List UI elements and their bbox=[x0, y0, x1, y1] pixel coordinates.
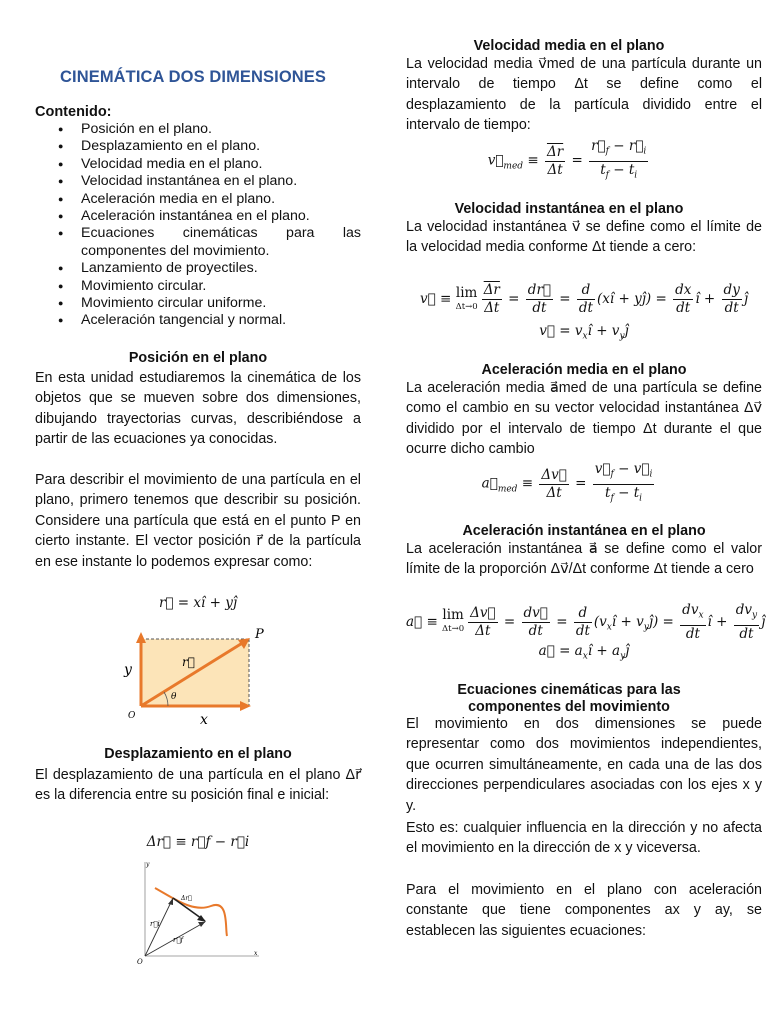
average-velocity-equation: $v⃗_{med}$ ≡ $\frac{\overline{\Delta r}}{\Delta t}$ = $\frac{r⃗_f - r⃗_i}{t_f - t_i}$ bbox=[487, 138, 647, 181]
contents-item: ● Lanzamiento de proyectiles. bbox=[35, 260, 361, 277]
contents-item: ● Aceleración tangencial y normal. bbox=[35, 312, 361, 329]
figure-label-y: y bbox=[124, 662, 132, 678]
instantaneous-acceleration-equation: a⃗ ≡ lim Δt→0 $\frac{\Delta v⃗}{\Delta t}$ = $\frac{dv⃗}{dt}$ = $\frac{d}{dt}$ ($v_xî$ + $v_yĵ$) = $\frac{dv_x}{dt}$ î + $\frac{dv_y}{dt}$ ĵ bbox=[406, 602, 766, 642]
vel-media-paragraph: La velocidad media v⃗med de una partícula durante un intervalo de tiempo Δt se define como el desplazamiento de la partícula dividido entre el intervalo de tiempo: bbox=[406, 56, 762, 134]
desplazamiento-paragraph-1: El desplazamiento de una partícula en el plano Δr⃗ es la diferencia entre su posición final e inicial: bbox=[35, 767, 361, 804]
section-heading-posicion: Posición en el plano bbox=[128, 350, 268, 366]
contents-list bbox=[35, 121, 361, 330]
document-title: CINEMÁTICA DOS DIMENSIONES bbox=[60, 68, 327, 86]
figure-label-r: r⃗ bbox=[182, 655, 195, 669]
contents-item: ● Ecuaciones cinemáticas para las componentes del movimiento. bbox=[35, 225, 361, 260]
contents-item: ● Movimiento circular uniforme. bbox=[35, 295, 361, 312]
displacement-label-o: O bbox=[137, 958, 143, 966]
instantaneous-velocity-equation: v⃗ ≡ lim Δt→0 $\frac{\overline{\Delta r}}{\Delta t}$ = $\frac{dr⃗}{dt}$ = $\frac{d}{dt}$ (xî + yĵ) = $\frac{dx}{dt}$ î + $\frac{dy}{dt}$ ĵ bbox=[419, 282, 749, 316]
contents-item: ● Aceleración media en el plano. bbox=[35, 191, 361, 208]
ecuaciones-paragraph-3: Para el movimiento en el plano con aceleración constante que tiene componentes ax y ay, se establecen las siguientes ecuaciones: bbox=[406, 882, 762, 939]
section-heading-acel-inst: Aceleración instantánea en el plano bbox=[462, 523, 706, 539]
section-heading-ecuaciones bbox=[406, 682, 732, 716]
displacement-label-y: y bbox=[146, 861, 150, 868]
section-heading-vel-media: Velocidad media en el plano bbox=[473, 38, 665, 54]
figure-label-x: x bbox=[200, 712, 208, 728]
displacement-figure bbox=[133, 858, 263, 968]
displacement-label-x: x bbox=[254, 950, 258, 957]
displacement-equation: Δr⃗ ≡ r⃗f − r⃗i bbox=[146, 834, 250, 850]
contents-item: ● Velocidad instantánea en el plano. bbox=[35, 173, 361, 190]
figure-label-o: O bbox=[128, 711, 136, 721]
acceleration-components-equation: a⃗ = $a_xî$ + $a_yĵ$ bbox=[538, 643, 630, 662]
ecuaciones-heading-line-1: Ecuaciones cinemáticas para las bbox=[457, 682, 681, 698]
position-vector-figure bbox=[118, 618, 278, 728]
displacement-label-ri: r⃗i bbox=[150, 920, 160, 928]
position-equation: r⃗ = xî + yĵ bbox=[158, 595, 238, 611]
section-heading-acel-media: Aceleración media en el plano bbox=[481, 362, 687, 378]
contents-item: ● Posición en el plano. bbox=[35, 121, 361, 138]
posicion-paragraph-2: Para describir el movimiento de una partícula en el plano, primero tenemos que describir su posición. Considere una partícula que está en el punto P en cierto instante. El vector posición r⃗ de la partícula en ese instante lo podemos expresar como: bbox=[35, 472, 361, 570]
vel-inst-paragraph: La velocidad instantánea v⃗ se define como el límite de la velocidad media conforme Δt tiende a cero: bbox=[406, 219, 762, 256]
figure-label-theta: θ bbox=[171, 692, 177, 702]
velocity-components-equation: v⃗ = $v_xî$ + $v_yĵ$ bbox=[539, 323, 629, 342]
contents-heading: Contenido: bbox=[35, 104, 112, 120]
acel-inst-paragraph: La aceleración instantánea a⃗ se define como el valor límite de la proporción Δv⃗/Δt conforme Δt tiende a cero bbox=[406, 541, 762, 578]
contents-item: ● Movimiento circular. bbox=[35, 278, 361, 295]
posicion-paragraph-1: En esta unidad estudiaremos la cinemática de los objetos que se mueven sobre dos dimensiones, dibujando trayectorias curvas, describiéndose a partir de las ecuaciones ya conocidas. bbox=[35, 370, 361, 448]
contents-item: ● Velocidad media en el plano. bbox=[35, 156, 361, 173]
contents-item: ● Desplazamiento en el plano. bbox=[35, 138, 361, 155]
contents-item: ● Aceleración instantánea en el plano. bbox=[35, 208, 361, 225]
ecuaciones-heading-line-2: componentes del movimiento bbox=[468, 699, 670, 715]
section-heading-desplazamiento: Desplazamiento en el plano bbox=[104, 746, 292, 762]
acel-media-paragraph: La aceleración media a⃗med de una partícula se define como el cambio en su vector velocidad instantánea Δv⃗ dividido por el intervalo de tiempo Δt durante el que ocurre dicho cambio bbox=[406, 380, 762, 458]
displacement-label-rf: r⃗f bbox=[173, 936, 184, 944]
section-heading-vel-inst: Velocidad instantánea en el plano bbox=[454, 201, 684, 217]
figure-label-p: P bbox=[255, 627, 264, 642]
ecuaciones-paragraph-2: Esto es: cualquier influencia en la dirección y no afecta el movimiento en la dirección de x y viceversa. bbox=[406, 820, 762, 857]
ecuaciones-paragraph-1: El movimiento en dos dimensiones se puede representar como dos movimientos independientes, que ocurren simultáneamente, en cada una de las dos direcciones perpendiculares asociadas con los ejes x y y. bbox=[406, 716, 762, 814]
displacement-label-dr: Δr⃗ bbox=[181, 895, 192, 902]
average-acceleration-equation: $a⃗_{med}$ ≡ $\frac{\Delta v⃗}{\Delta t}$ = $\frac{v⃗_f - v⃗_i}{t_f - t_i}$ bbox=[481, 461, 653, 504]
